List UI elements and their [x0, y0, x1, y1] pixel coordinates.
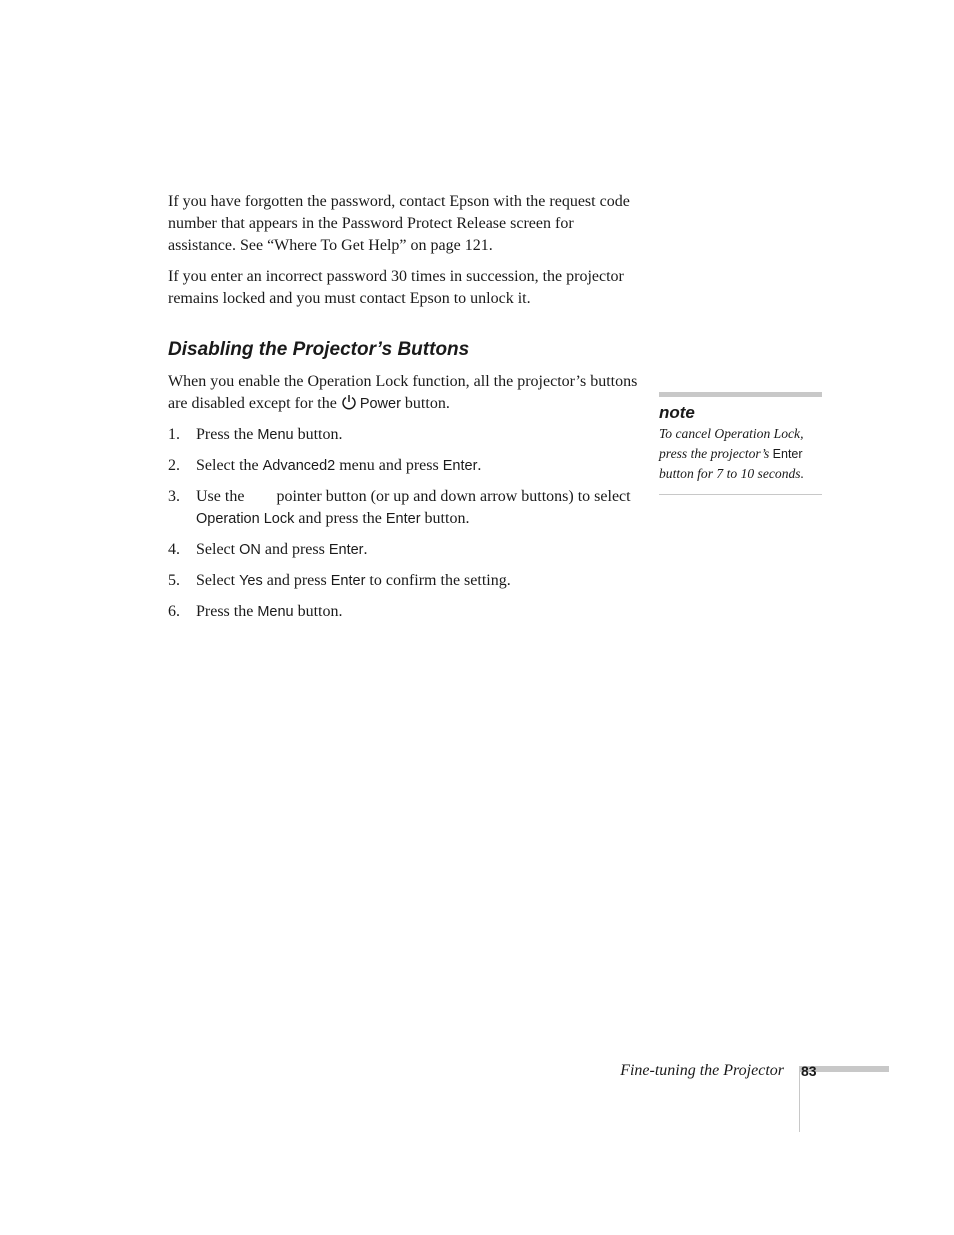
step-item	[168, 570, 638, 592]
note-text-start: To cancel Operation Lock, press the projector’s	[659, 426, 804, 461]
intro-text-end: button.	[400, 395, 450, 412]
step-text: button.	[293, 426, 343, 443]
step-text: Select	[196, 541, 240, 558]
key-operation-lock: Operation Lock	[196, 511, 295, 527]
step-number: 4.	[168, 541, 180, 558]
key-enter: Enter	[330, 573, 366, 589]
key-menu: Menu	[257, 427, 294, 443]
step-text: Press the	[196, 426, 258, 443]
step-number: 3.	[168, 488, 180, 505]
key-menu: Menu	[257, 604, 294, 620]
step-text: button.	[293, 603, 343, 620]
note-text	[659, 424, 822, 484]
step-item	[168, 486, 638, 530]
key-on: ON	[239, 542, 261, 558]
step-item	[168, 601, 638, 623]
step-text: pointer button (or up and down arrow buttons) to select	[272, 488, 631, 505]
step-text: and press	[262, 572, 331, 589]
step-text: menu and press	[335, 457, 443, 474]
step-item	[168, 455, 638, 477]
power-icon	[341, 394, 357, 410]
key-yes: Yes	[239, 573, 263, 589]
step-item	[168, 539, 638, 561]
step-number: 5.	[168, 572, 180, 589]
step-number: 2.	[168, 457, 180, 474]
paragraph-operation-lock-intro	[168, 371, 638, 415]
power-label: Power	[359, 396, 401, 412]
intro-text: When you enable the Operation Lock function, all the projector’s buttons are disabled except for the	[168, 373, 638, 412]
step-text: Select	[196, 572, 240, 589]
key-enter: Enter	[328, 542, 364, 558]
step-item	[168, 424, 638, 446]
note-text-end: button for 7 to 10 seconds.	[659, 466, 804, 481]
step-text: button.	[420, 510, 470, 527]
section-heading: Disabling the Projector’s Buttons	[168, 339, 470, 360]
step-text: .	[477, 457, 482, 474]
step-text: to confirm the setting.	[365, 572, 511, 589]
paragraph-incorrect-password: If you enter an incorrect password 30 times in succession, the projector remains locked and you must contact Epson to unlock it.	[168, 268, 624, 307]
key-advanced2: Advanced2	[262, 458, 336, 474]
step-text: .	[363, 541, 368, 558]
note-title: note	[659, 403, 695, 422]
step-number: 6.	[168, 603, 180, 620]
note-box	[659, 392, 822, 495]
key-enter: Enter	[442, 458, 478, 474]
step-text: and press	[260, 541, 329, 558]
step-number: 1.	[168, 426, 180, 443]
paragraph-forgot-password: If you have forgotten the password, contact Epson with the request code number that appears in the Password Protect Release screen for assistance. See “Where To Get Help” on page 121.	[168, 193, 630, 254]
note-divider	[659, 494, 822, 495]
page-number: 83	[801, 1063, 817, 1079]
key-enter: Enter	[385, 511, 421, 527]
step-text: and press the	[294, 510, 386, 527]
footer-divider	[799, 1066, 800, 1132]
step-text: Use the	[196, 488, 249, 505]
step-text: Press the	[196, 603, 258, 620]
steps-list	[168, 424, 638, 632]
step-text: Select the	[196, 457, 263, 474]
note-key-enter: Enter	[772, 446, 803, 461]
footer-chapter-title: Fine-tuning the Projector	[620, 1062, 784, 1079]
